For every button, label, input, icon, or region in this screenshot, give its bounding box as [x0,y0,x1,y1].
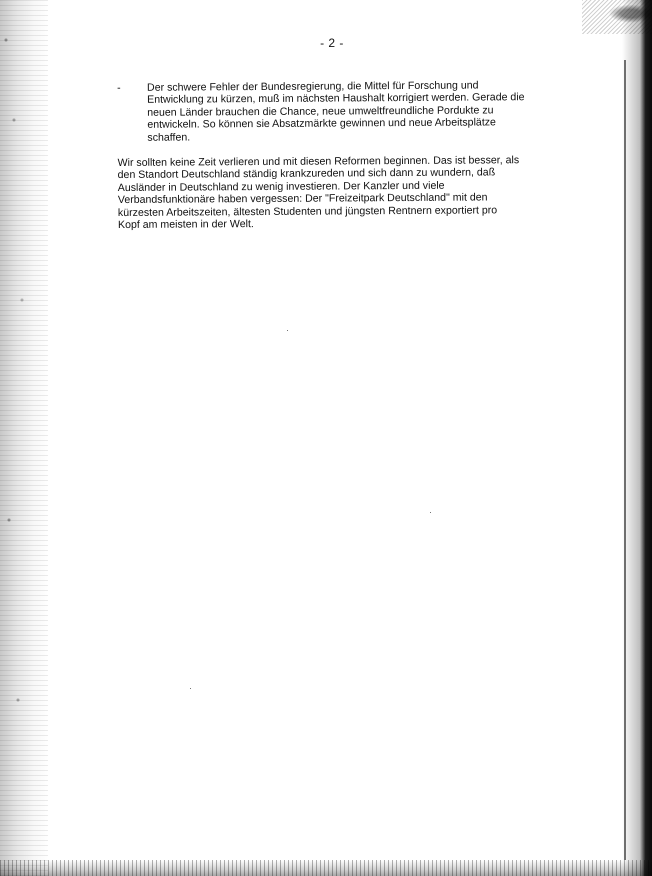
scan-edge-right-line [624,60,626,860]
bullet-text-line: neuen Länder brauchen die Chance, neue umweltfreundliche Pordukte zu [147,104,494,119]
paragraph-line: Kopf am meisten in der Welt. [117,218,254,232]
paragraph-line: Ausländer in Deutschland zu wenig investieren. Der Kanzler und viele [117,179,445,194]
paragraph-line: den Standort Deutschland ständig krankzureden und sich dann zu wundern, daß [117,166,496,182]
scan-speck [430,512,431,513]
paragraph-line: Verbandsfunktionäre haben vergessen: Der "Freizeitpark Deutschland" mit den [117,191,488,207]
page-number: - 2 - [320,36,344,50]
scan-edge-left [0,0,48,876]
scan-edge-right [622,0,652,876]
scan-edge-bottom [0,860,652,876]
document-body [117,79,558,232]
bullet-text-line: schaffen. [147,131,191,144]
scan-speck [190,688,191,689]
paragraph-line: kürzesten Arbeitszeiten, ältesten Studenten und jüngsten Rentnern exportiert pro [117,204,498,219]
bullet-text [147,79,557,144]
scan-corner-mark [582,0,652,34]
body-paragraph [118,154,551,231]
bullet-item [117,79,557,144]
paragraph-line: Wir sollten keine Zeit verlieren und mit diesen Reformen beginnen. Das ist besser, als [117,154,520,170]
bullet-text-line: Der schwere Fehler der Bundesregierung, die Mittel für Forschung und [146,79,479,94]
bullet-text-line: entwickeln. So können sie Absatzmärkte gewinnen und neue Arbeitsplätze [147,116,496,132]
bullet-text-line: Entwicklung zu kürzen, muß im nächsten Haushalt korrigiert werden. Gerade die [147,91,525,107]
bullet-marker: - [117,81,121,94]
scan-speck [287,330,288,331]
